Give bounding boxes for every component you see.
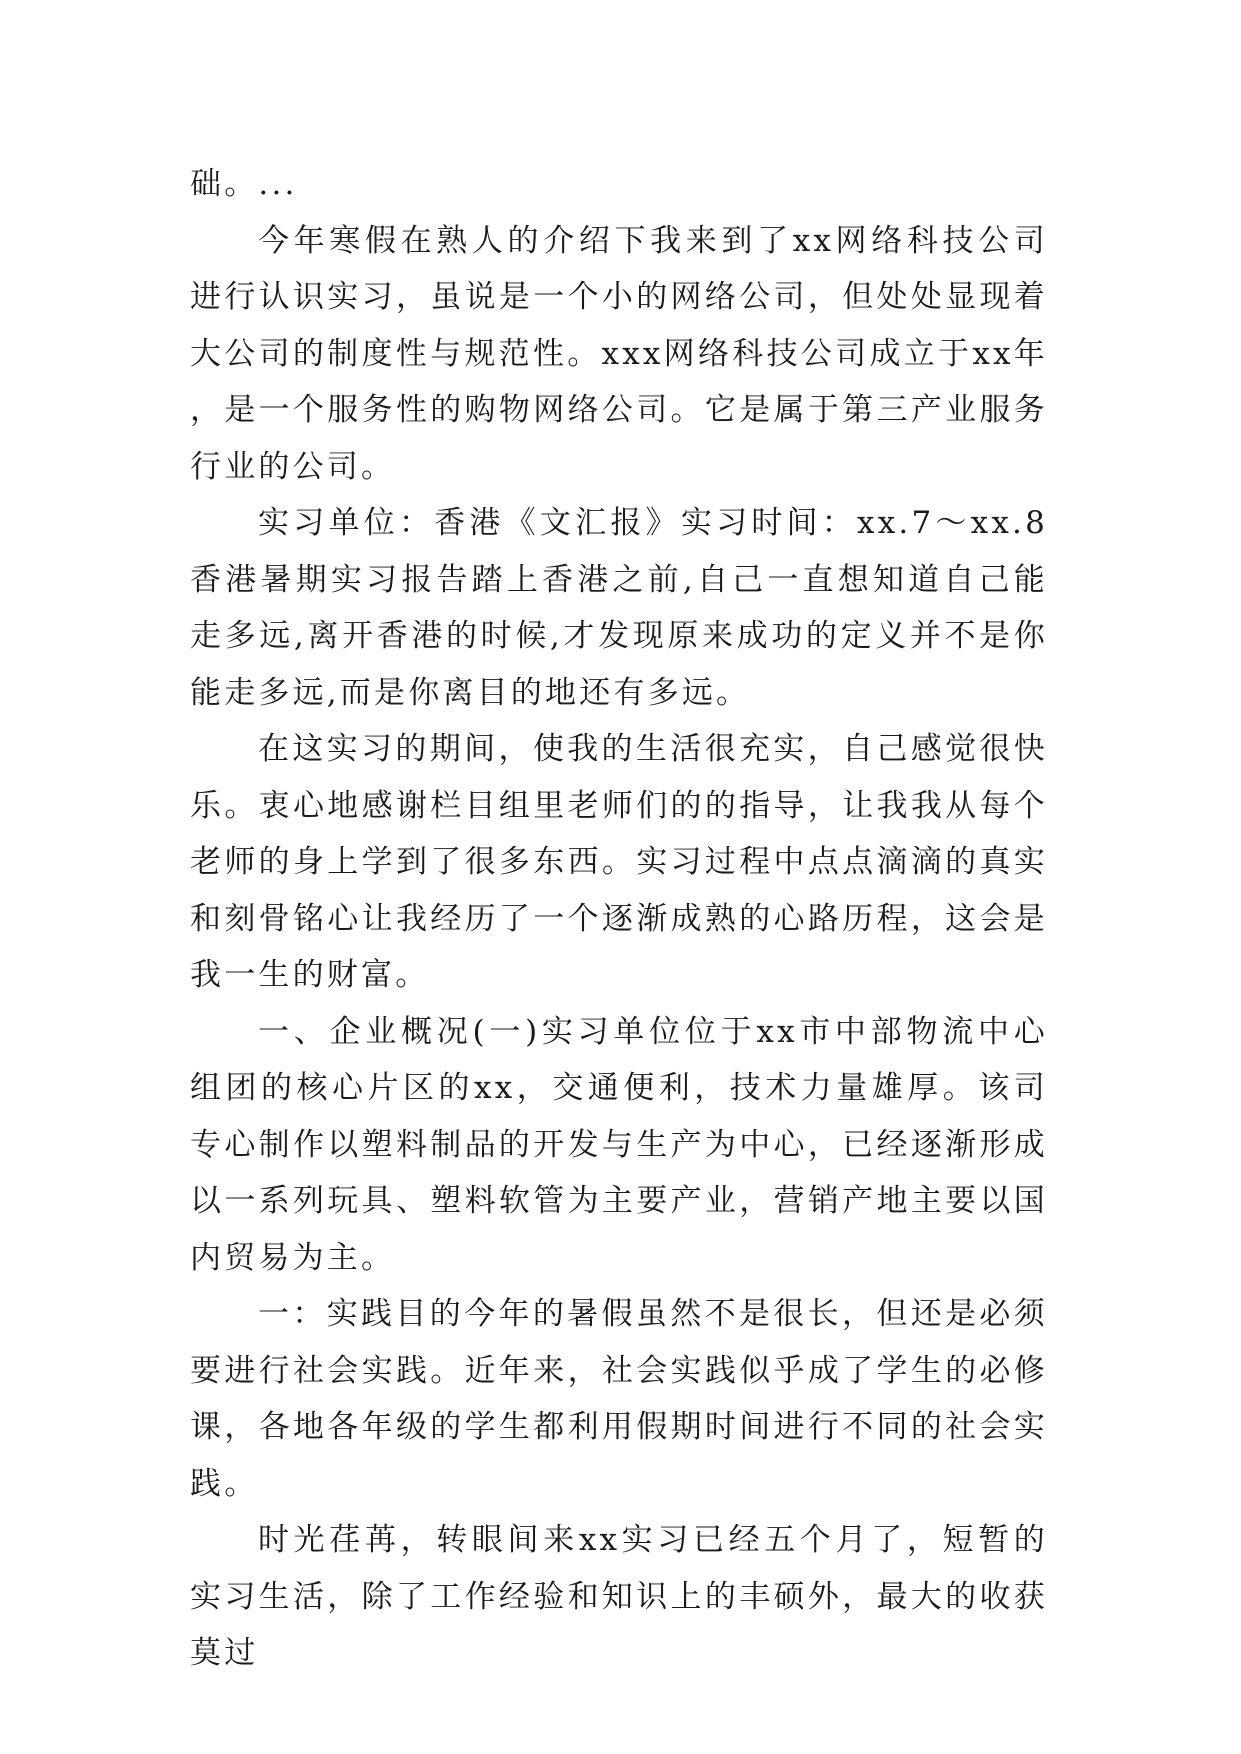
paragraph-3: 实习单位：香港《文汇报》实习时间：xx.7～xx.8香港暑期实习报告踏上香港之前,自己一直想知道自己能走多远,离开香港的时候,才发现原来成功的定义并不是你能走多远,而是你离目的地还有多远。 [190,505,1048,711]
paragraph-1: 础。... [190,166,298,202]
document-body [190,156,1048,1682]
paragraph-4: 在这实习的期间，使我的生活很充实，自己感觉很快乐。衷心地感谢栏目组里老师们的的指导，让我我从每个老师的身上学到了很多东西。实习过程中点点滴滴的真实和刻骨铭心让我经历了一个逐渐成熟的心路历程，这会是我一生的财富。 [190,731,1048,993]
paragraph-2: 今年寒假在熟人的介绍下我来到了xx网络科技公司进行认识实习，虽说是一个小的网络公司，但处处显现着大公司的制度性与规范性。xxx网络科技公司成立于xx年，是一个服务性的购物网络公司。它是属于第三产业服务行业的公司。 [190,222,1048,485]
paragraph-6: 一：实践目的今年的暑假虽然不是很长，但还是必须要进行社会实践。近年来，社会实践似乎成了学生的必修课，各地各年级的学生都利用假期时间进行不同的社会实践。 [190,1296,1048,1502]
paragraph-7: 时光荏苒，转眼间来xx实习已经五个月了，短暂的实习生活，除了工作经验和知识上的丰硕外，最大的收获莫过 [190,1522,1048,1671]
paragraph-5: 一、企业概况(一)实习单位位于xx市中部物流中心组团的核心片区的xx，交通便利，技术力量雄厚。该司专心制作以塑料制品的开发与生产为中心，已经逐渐形成以一系列玩具、塑料软管为主要产业，营销产地主要以国内贸易为主。 [190,1013,1048,1276]
